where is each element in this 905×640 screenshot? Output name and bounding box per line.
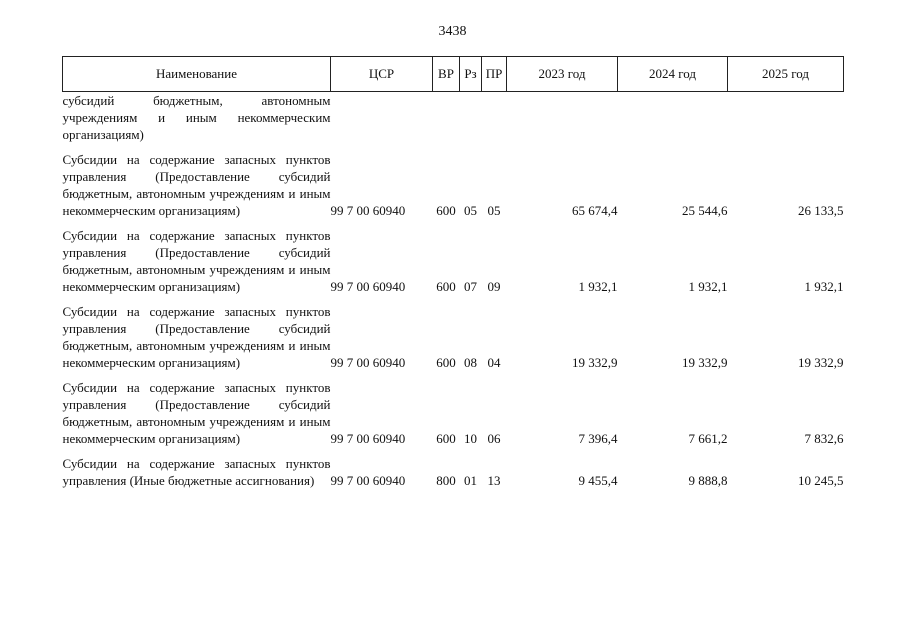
row-2024: 25 544,6 <box>682 203 728 218</box>
row-2025: 10 245,5 <box>798 473 844 488</box>
page-number: 3438 <box>438 24 467 39</box>
row-csr: 99 7 00 60940 <box>330 473 406 488</box>
row-2023: 1 932,1 <box>578 279 618 294</box>
continuation-row <box>63 92 844 144</box>
row-csr: 99 7 00 60940 <box>330 279 406 294</box>
row-rz: 01 <box>464 473 477 488</box>
header-pr: ПР <box>482 57 507 92</box>
row-vr: 600 <box>436 355 456 370</box>
header-csr: ЦСР <box>331 57 433 92</box>
row-pr: 06 <box>487 431 501 446</box>
row-pr: 05 <box>487 203 501 218</box>
row-2023: 7 396,4 <box>578 431 618 446</box>
row-name: Субсидии на содержание запасных пунктов управления (Предоставление субсидий бюджетным, автономным учреждениям и иным некоммерческим организациям) <box>62 380 331 446</box>
row-pr: 09 <box>487 279 501 294</box>
row-2024: 19 332,9 <box>682 355 728 370</box>
table-header-row <box>63 57 844 92</box>
row-name: Субсидии на содержание запасных пунктов управления (Предоставление субсидий бюджетным, автономным учреждениям и иным некоммерческим организациям) <box>62 228 331 294</box>
row-2024: 7 661,2 <box>688 431 728 446</box>
header-2025: 2025 год <box>728 57 844 92</box>
row-2023: 19 332,9 <box>572 355 618 370</box>
row-2023: 65 674,4 <box>572 203 618 218</box>
row-vr: 600 <box>436 203 456 218</box>
row-2024: 1 932,1 <box>688 279 728 294</box>
row-2025: 19 332,9 <box>798 355 844 370</box>
row-2025: 26 133,5 <box>798 203 844 218</box>
row-pr: 13 <box>487 473 501 488</box>
row-vr: 800 <box>436 473 456 488</box>
row-2025: 1 932,1 <box>804 279 844 294</box>
row-vr: 600 <box>436 279 456 294</box>
row-2024: 9 888,8 <box>688 473 728 488</box>
budget-table <box>62 56 844 489</box>
continuation-text: субсидий бюджетным, автономным учреждениям и иным некоммерческим организациям) <box>62 93 331 142</box>
header-2024: 2024 год <box>618 57 728 92</box>
table-row <box>63 379 844 447</box>
row-2023: 9 455,4 <box>578 473 618 488</box>
header-name: Наименование <box>63 57 331 92</box>
row-name: Субсидии на содержание запасных пунктов управления (Предоставление субсидий бюджетным, автономным учреждениям и иным некоммерческим организациям) <box>62 304 331 370</box>
row-rz: 08 <box>464 355 477 370</box>
row-rz: 10 <box>464 431 477 446</box>
table-row <box>63 227 844 295</box>
row-csr: 99 7 00 60940 <box>330 203 406 218</box>
row-pr: 04 <box>487 355 501 370</box>
row-rz: 05 <box>464 203 477 218</box>
row-name: Субсидии на содержание запасных пунктов управления (Иные бюджетные ассигнования) <box>62 456 331 488</box>
row-rz: 07 <box>464 279 477 294</box>
header-2023: 2023 год <box>507 57 618 92</box>
header-rz: Рз <box>460 57 482 92</box>
row-name: Субсидии на содержание запасных пунктов управления (Предоставление субсидий бюджетным, автономным учреждениям и иным некоммерческим организациям) <box>62 152 331 218</box>
table-row <box>63 151 844 219</box>
table-row <box>63 303 844 371</box>
row-2025: 7 832,6 <box>804 431 844 446</box>
row-csr: 99 7 00 60940 <box>330 355 406 370</box>
table-row <box>63 455 844 489</box>
row-csr: 99 7 00 60940 <box>330 431 406 446</box>
row-vr: 600 <box>436 431 456 446</box>
header-vr: ВР <box>433 57 460 92</box>
